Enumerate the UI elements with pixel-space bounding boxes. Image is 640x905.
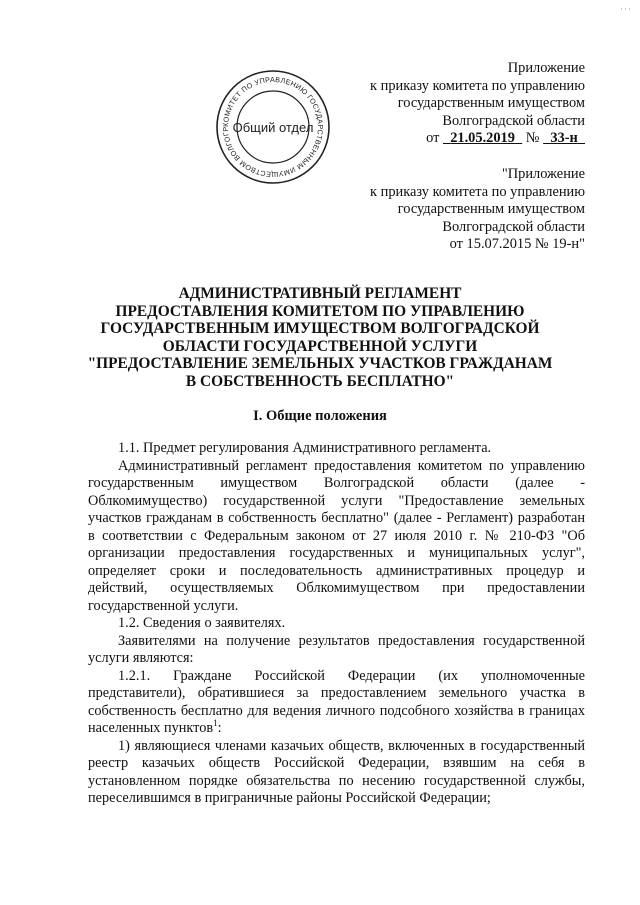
document-title bbox=[60, 285, 580, 390]
footnote-marker[interactable]: 1 bbox=[213, 718, 218, 729]
appendix-line: Волгоградской области bbox=[442, 112, 585, 129]
paragraph: Заявителями на получение результатов предоставления государственной услуги являются: bbox=[88, 632, 585, 666]
appendix-line: к приказу комитета по управлению bbox=[370, 77, 585, 94]
appendix-line: государственным имуществом bbox=[397, 201, 585, 218]
appendix-previous bbox=[370, 166, 585, 254]
title-line: АДМИНИСТРАТИВНЫЙ РЕГЛАМЕНТ bbox=[178, 285, 462, 302]
paragraph: 1.1. Предмет регулирования Административного регламента. bbox=[118, 440, 492, 456]
number-prefix: № bbox=[525, 130, 540, 147]
section-heading: I. Общие положения bbox=[253, 408, 387, 424]
appendix-line: государственным имуществом bbox=[397, 95, 585, 112]
stamp-ring-text: КОМИТЕТ ПО УПРАВЛЕНИЮ ГОСУДАРСТВЕННЫМ ИМУЩЕСТВОМ ВОЛГОГР bbox=[220, 74, 326, 180]
title-line: "ПРЕДОСТАВЛЕНИЕ ЗЕМЕЛЬНЫХ УЧАСТКОВ ГРАЖДАНАМ bbox=[87, 355, 553, 372]
appendix-line: к приказу комитета по управлению bbox=[370, 183, 585, 200]
order-date: 21.05.2019 bbox=[450, 130, 515, 147]
appendix-line: "Приложение bbox=[501, 166, 585, 182]
date-prefix: от bbox=[426, 130, 440, 147]
title-line: В СОБСТВЕННОСТЬ БЕСПЛАТНО" bbox=[185, 372, 455, 390]
title-line: ПРЕДОСТАВЛЕНИЯ КОМИТЕТОМ ПО УПРАВЛЕНИЮ bbox=[115, 302, 525, 320]
appendix-current bbox=[370, 60, 585, 148]
stamp-center-text: Общий отдел bbox=[232, 119, 314, 135]
title-line: ОБЛАСТИ ГОСУДАРСТВЕННОЙ УСЛУГИ bbox=[162, 337, 478, 355]
paragraph: 1) являющиеся членами казачьих обществ, включенных в государственный реестр казачьих обществ Российской Федерации, взявшим на себя в установленном порядке обязательства по несению государственной службы, переселившимся в приграничные районы Российской Федерации; bbox=[88, 737, 585, 806]
official-stamp bbox=[214, 68, 332, 186]
corner-mark: ··· bbox=[620, 4, 632, 14]
document-body bbox=[88, 440, 585, 808]
appendix-date-line bbox=[370, 130, 585, 148]
paragraph: 1.2.1. Граждане Российской Федерации (их уполномоченные представители), обратившиеся за предоставлением земельного участка в собственность бесплатно для ведения личного подсобного хозяйства в границах населенных пунктов$^1$: bbox=[88, 667, 585, 736]
order-number: 33-н bbox=[550, 130, 578, 147]
appendix-line: от 15.07.2015 № 19-н" bbox=[449, 236, 585, 253]
paragraph: 1.2. Сведения о заявителях. bbox=[118, 615, 286, 631]
paragraph: Административный регламент предоставления комитетом по управлению государственным имуществом Волгоградской области (далее - Облкомимущество) государственной услуги "Предоставление земельных участков гражданам в собственность бесплатно" (далее - Регламент) разработан в соответствии с Федеральным законом от 27 июля 2010 г. № 210-ФЗ "Об организации предоставления государственных и муниципальных услуг", определяет сроки и последовательность административных процедур и действий, осуществляемых Облкомимуществом при предоставлении государственной услуги. bbox=[88, 457, 585, 614]
title-line: ГОСУДАРСТВЕННЫМ ИМУЩЕСТВОМ ВОЛГОГРАДСКОЙ bbox=[100, 320, 540, 337]
appendix-line: Приложение bbox=[507, 60, 585, 76]
appendix-line: Волгоградской области bbox=[442, 218, 585, 235]
